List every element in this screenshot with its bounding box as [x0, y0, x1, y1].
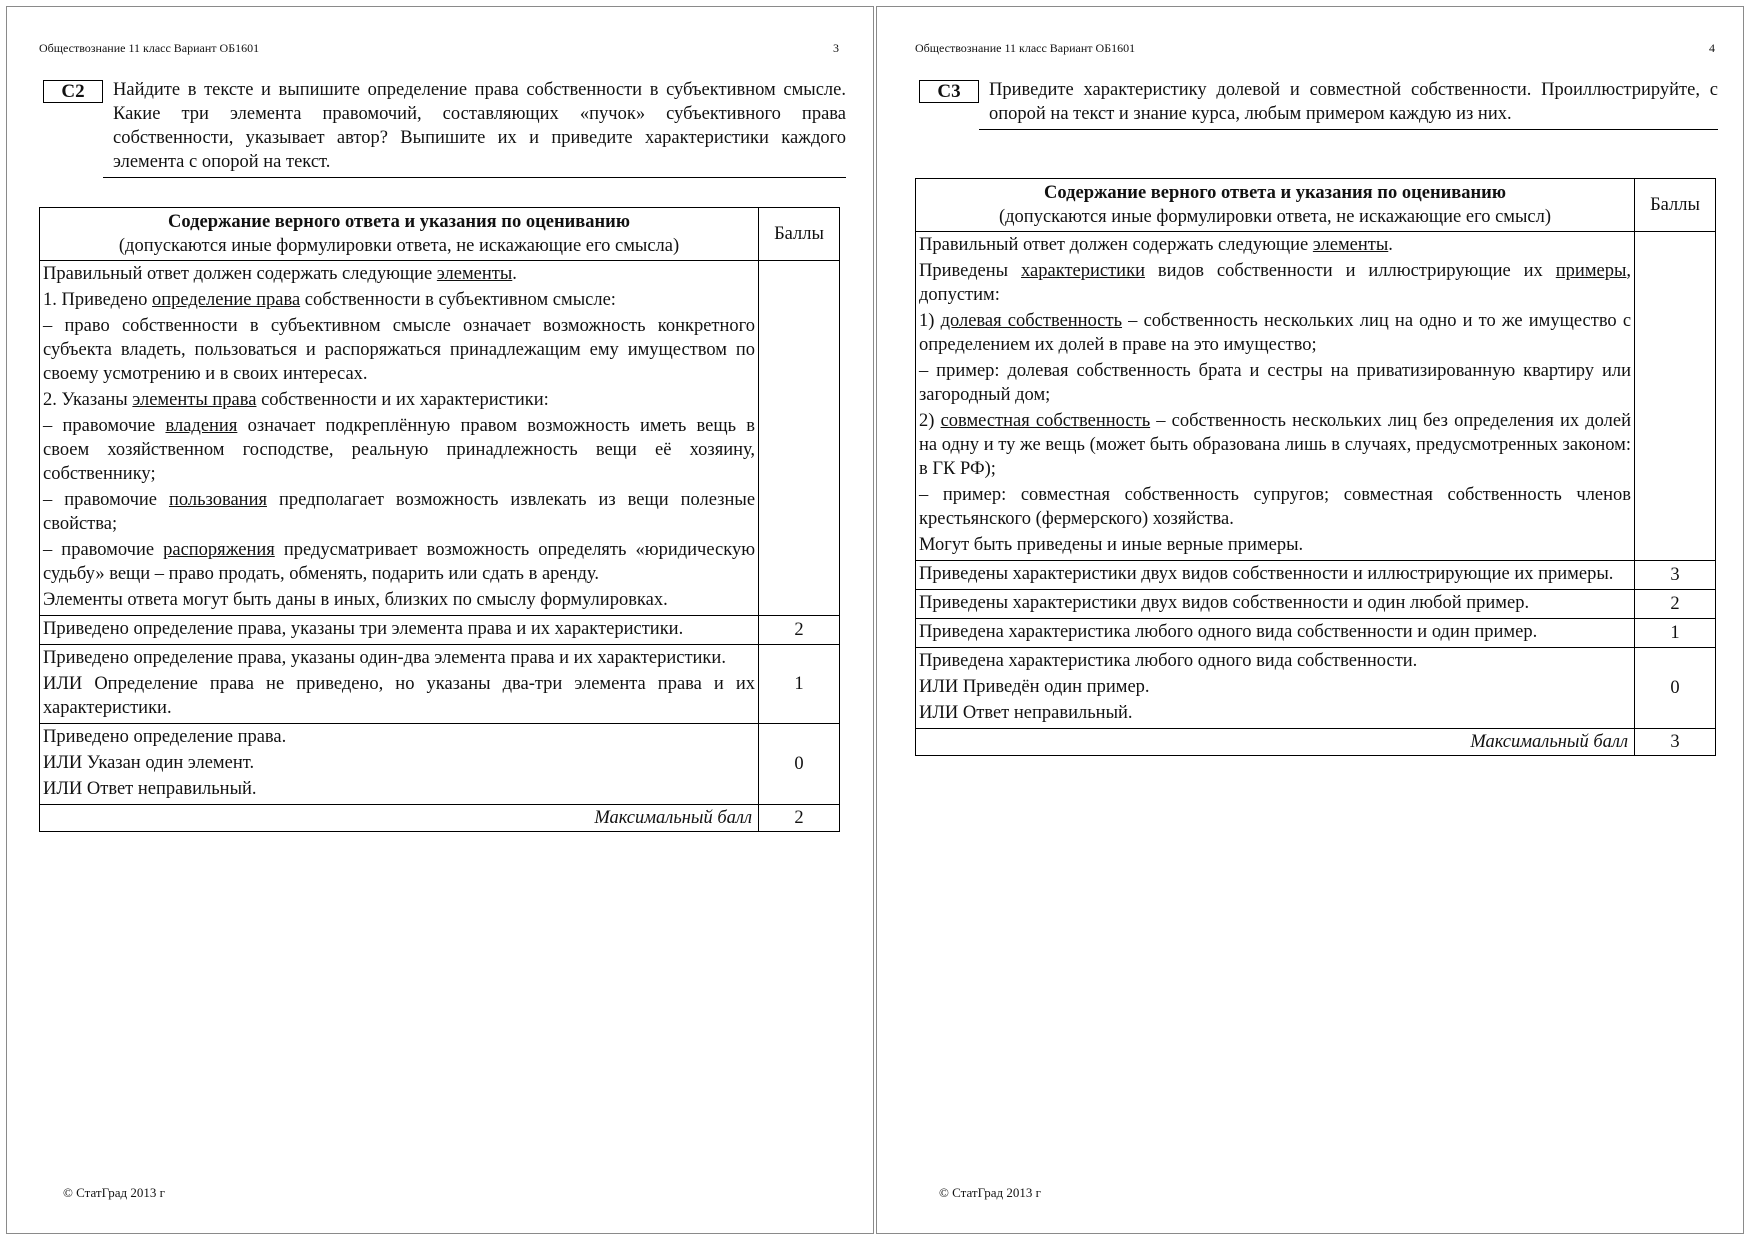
score-row	[916, 561, 1716, 590]
criterion-line: Приведено определение права, указаны три элемента права и их характеристики.	[43, 619, 684, 639]
header-title: Содержание верного ответа и указания по оцениванию	[168, 212, 630, 232]
score-value: 0	[759, 724, 840, 805]
task-c2	[43, 78, 847, 178]
page-4	[876, 6, 1744, 1234]
content-row	[40, 261, 840, 616]
page-number: 4	[1709, 41, 1715, 55]
header-subtitle: (допускаются иные формулировки ответа, не искажающие его смысл)	[998, 207, 1552, 227]
score-row	[916, 619, 1716, 648]
criteria-table	[39, 207, 840, 832]
score-value: 2	[759, 616, 840, 645]
score-value: 2	[1635, 590, 1716, 619]
answer-paragraph: Правильный ответ должен содержать следующие элементы.	[919, 235, 1393, 255]
score-row	[40, 645, 840, 724]
key-term: элементы права	[132, 390, 257, 410]
header-score: Баллы	[1635, 179, 1716, 232]
criterion-line: Приведены характеристики двух видов собственности и один любой пример.	[919, 593, 1530, 613]
answer-paragraph: – правомочие владения означает подкреплённую правом возможность иметь вещь в своем хозяйственном господстве, реальную принадлежность вещи её хозяину, собственнику;	[43, 416, 756, 484]
score-cell-empty	[759, 261, 840, 616]
answer-paragraph: 2. Указаны элементы права собственности и их характеристики:	[43, 390, 549, 410]
criterion-line: Приведены характеристики двух видов собственности и иллюстрирующие их примеры.	[919, 564, 1614, 584]
page-number: 3	[833, 41, 839, 55]
answer-paragraph: – право собственности в субъективном смысле означает возможность конкретного субъекта владеть, пользоваться и распоряжаться принадлежащим ему имуществом по своему усмотрению и в своих интересах.	[43, 316, 756, 384]
score-description	[40, 616, 759, 645]
answer-paragraph: 1) долевая собственность – собственность нескольких лиц на одно и то же имущество с определением их долей в праве на это имущество;	[919, 311, 1632, 355]
header-subtitle: (допускаются иные формулировки ответа, не искажающие его смысла)	[118, 236, 680, 256]
max-score-value: 2	[759, 805, 840, 832]
criterion-line: Приведена характеристика любого одного вида собственности и один пример.	[919, 622, 1538, 642]
table-header-row	[916, 179, 1716, 232]
key-term: определение права	[152, 290, 301, 310]
score-cell-empty	[1635, 232, 1716, 561]
header-cell	[40, 208, 759, 261]
page-header: Обществознание 11 класс Вариант ОБ1601	[915, 41, 1136, 55]
score-row	[916, 590, 1716, 619]
key-term: элементы	[1312, 235, 1389, 255]
criterion-line: ИЛИ Приведён один пример.	[919, 677, 1150, 697]
criterion-line: Приведено определение права, указаны один-два элемента права и их характеристики.	[43, 648, 726, 668]
table-header-row	[40, 208, 840, 261]
header-cell	[916, 179, 1635, 232]
criterion-line: Приведена характеристика любого одного вида собственности.	[919, 651, 1418, 671]
header-title: Содержание верного ответа и указания по оцениванию	[1044, 183, 1506, 203]
answer-paragraph: – правомочие пользования предполагает возможность извлекать из вещи полезные свойства;	[43, 490, 756, 534]
answer-paragraph: Элементы ответа могут быть даны в иных, близких по смыслу формулировках.	[43, 590, 668, 610]
criterion-line: ИЛИ Ответ неправильный.	[919, 703, 1133, 723]
answer-paragraph: – пример: долевая собственность брата и сестры на приватизированную квартиру или загородный дом;	[919, 361, 1632, 405]
score-description	[916, 648, 1635, 729]
max-score-label: Максимальный балл	[40, 805, 759, 832]
page-footer: © СтатГрад 2013 г	[939, 1185, 1041, 1200]
page-3	[6, 6, 874, 1234]
score-description	[40, 724, 759, 805]
score-value: 3	[1635, 561, 1716, 590]
key-term: характеристики	[1021, 261, 1145, 281]
score-row	[916, 648, 1716, 729]
criterion-line: ИЛИ Указан один элемент.	[43, 753, 255, 773]
content-row	[916, 232, 1716, 561]
answer-paragraph: Приведены характеристики видов собственности и иллюстрирующие их примеры, допустим:	[919, 261, 1632, 305]
task-code: С2	[43, 80, 103, 103]
answer-paragraph: – пример: совместная собственность супругов; совместная собственность членов крестьянского (фермерского) хозяйства.	[919, 485, 1632, 529]
answer-paragraph: Правильный ответ должен содержать следующие элементы.	[43, 264, 517, 284]
criterion-line: ИЛИ Ответ неправильный.	[43, 779, 257, 799]
answer-paragraph: – правомочие распоряжения предусматривает возможность определять «юридическую судьбу» вещи – право продать, обменять, подарить или сдать в аренду.	[43, 540, 756, 584]
score-value: 0	[1635, 648, 1716, 729]
max-score-row	[40, 805, 840, 832]
page-header: Обществознание 11 класс Вариант ОБ1601	[39, 41, 260, 55]
score-description	[916, 590, 1635, 619]
key-term: владения	[165, 416, 238, 436]
key-term: пользования	[168, 490, 267, 510]
key-term: элементы	[436, 264, 513, 284]
task-c3	[919, 78, 1719, 130]
key-term: примеры	[1555, 261, 1627, 281]
answer-content	[916, 232, 1635, 561]
task-code: С3	[919, 80, 979, 103]
answer-content	[40, 261, 759, 616]
task-question: Найдите в тексте и выпишите определение права собственности в субъективном смысле. Какие три элемента правомочий, составляющих «пучок» субъективного права собственности, указывает автор? Выпишите их и приведите характеристики каждого элемента с опорой на текст.	[103, 78, 846, 178]
answer-paragraph: Могут быть приведены и иные верные примеры.	[919, 535, 1304, 555]
answer-paragraph: 2) совместная собственность – собственность нескольких лиц без определения их долей на одну и ту же вещь (может быть образована лишь в случаях, предусмотренных законом: в ГК РФ);	[919, 411, 1632, 479]
key-term: распоряжения	[163, 540, 275, 560]
criteria-table	[915, 178, 1716, 756]
key-term: долевая собственность	[940, 311, 1123, 331]
score-description	[916, 619, 1635, 648]
score-row	[40, 616, 840, 645]
score-value: 1	[1635, 619, 1716, 648]
max-score-row	[916, 729, 1716, 756]
score-value: 1	[759, 645, 840, 724]
key-term: совместная собственность	[940, 411, 1151, 431]
max-score-label: Максимальный балл	[916, 729, 1635, 756]
score-description	[40, 645, 759, 724]
answer-paragraph: 1. Приведено определение права собственности в субъективном смысле:	[43, 290, 616, 310]
task-question: Приведите характеристику долевой и совместной собственности. Проиллюстрируйте, с опорой на текст и знание курса, любым примером каждую из них.	[979, 78, 1718, 130]
score-description	[916, 561, 1635, 590]
page-footer: © СтатГрад 2013 г	[63, 1185, 165, 1200]
criterion-line: ИЛИ Определение права не приведено, но указаны два-три элемента права и их характеристики.	[43, 674, 756, 718]
score-row	[40, 724, 840, 805]
header-score: Баллы	[759, 208, 840, 261]
criterion-line: Приведено определение права.	[43, 727, 287, 747]
max-score-value: 3	[1635, 729, 1716, 756]
